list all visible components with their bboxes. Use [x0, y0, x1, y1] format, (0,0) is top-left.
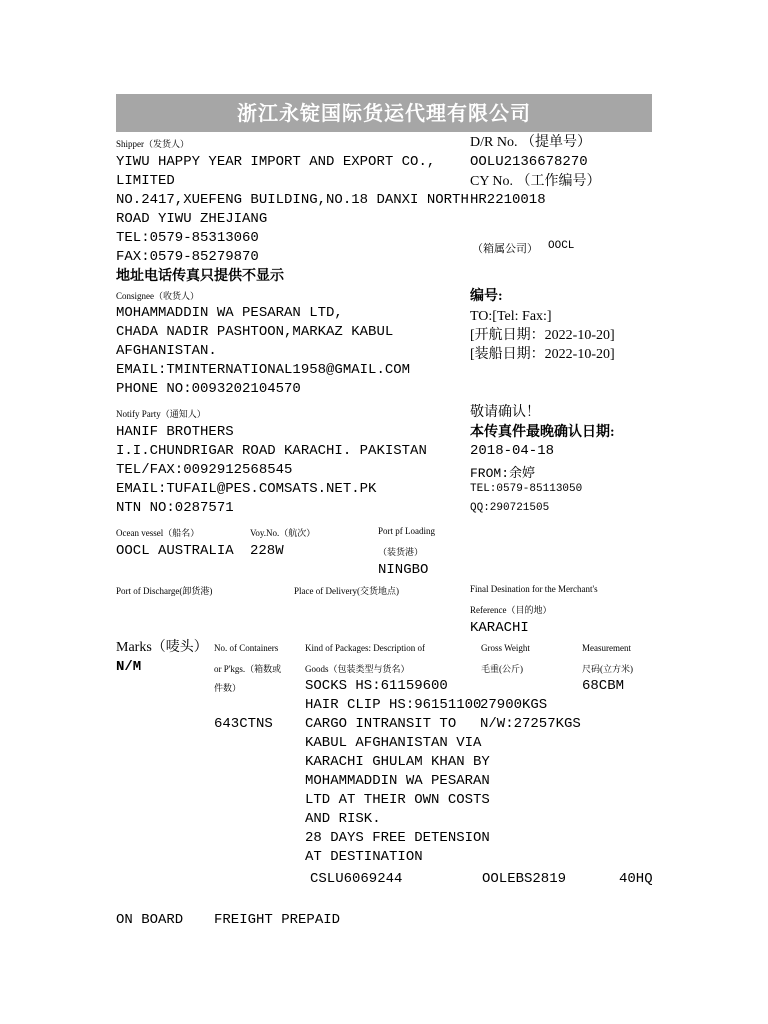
gross-weight: 27900KGS: [480, 697, 548, 713]
pol-label-cn: （装货港）: [378, 547, 424, 557]
shipper-label: Shipper（发货人）: [116, 139, 189, 149]
voy-value: 228W: [250, 543, 284, 559]
net-weight: N/W:27257KGS: [480, 716, 581, 732]
final-dest-label: Final Desination for the Merchant's: [470, 584, 598, 594]
cy-value: HR2210018: [470, 192, 546, 208]
measure-label: Measurement: [582, 643, 631, 653]
shipper-note: 地址电话传真只提供不显示: [116, 269, 284, 284]
loading-date: [装船日期：2022-10-20]: [470, 347, 615, 362]
final-dest-value: KARACHI: [470, 620, 529, 636]
notify-label: Notify Party（通知人）: [116, 409, 206, 419]
shipper-line: LIMITED: [116, 173, 175, 189]
from-line: FROM:余婷: [470, 466, 536, 481]
carrier-label: （箱属公司）: [472, 243, 538, 255]
description-line: KARACHI GHULAM KHAN BY: [305, 754, 490, 770]
latest-confirm-label: 本传真件最晚确认日期:: [470, 425, 615, 440]
shipper-line: TEL:0579-85313060: [116, 230, 259, 246]
measure-label-2: 尺码(立方米): [582, 664, 633, 674]
shipper-line: ROAD YIWU ZHEJIANG: [116, 211, 268, 227]
container-type: 40HQ: [619, 871, 653, 887]
shipper-line: FAX:0579-85279870: [116, 249, 259, 265]
notify-line: I.I.CHUNDRIGAR ROAD KARACHI. PAKISTAN: [116, 443, 427, 459]
shipper-line: YIWU HAPPY YEAR IMPORT AND EXPORT CO.,: [116, 154, 436, 170]
ocean-vessel: OOCL AUSTRALIA: [116, 543, 234, 559]
company-title: 浙江永锭国际货运代理有限公司: [116, 94, 652, 132]
dr-label: D/R No. （提单号）: [470, 135, 591, 150]
number-label: 编号:: [470, 289, 503, 304]
shipper-line: NO.2417,XUEFENG BUILDING,NO.18 DANXI NORTH: [116, 192, 469, 208]
containers-value: 643CTNS: [214, 716, 273, 732]
pod-label: Port of Discharge(卸货港): [116, 586, 213, 596]
on-board: ON BOARD: [116, 912, 184, 928]
gross-label-2: 毛重(公斤): [481, 664, 523, 674]
final-dest-label-2: Reference（目的地）: [470, 605, 552, 615]
consignee-line: EMAIL:TMINTERNATIONAL1958@GMAIL.COM: [116, 362, 411, 378]
consignee-label: Consignee（收货人）: [116, 291, 199, 301]
description-line: 28 DAYS FREE DETENSION: [305, 830, 490, 846]
description-line: AND RISK.: [305, 811, 381, 827]
description-line: KABUL AFGHANISTAN VIA: [305, 735, 482, 751]
notify-line: TEL/FAX:0092912568545: [116, 462, 293, 478]
confirm-text: 敬请确认！: [470, 405, 540, 420]
containers-label-2: or P'kgs.（箱数或: [214, 664, 282, 674]
voy-label: Voy.No.（航次）: [250, 528, 316, 538]
sailing-date: [开航日期：2022-10-20]: [470, 328, 615, 343]
freight-terms: FREIGHT PREPAID: [214, 912, 341, 928]
qq-line: QQ:290721505: [470, 502, 550, 514]
containers-label-3: 件数）: [214, 683, 242, 693]
description-line: LTD AT THEIR OWN COSTS: [305, 792, 490, 808]
latest-confirm-date: 2018-04-18: [470, 443, 555, 459]
pol-label: Port pf Loading: [378, 526, 435, 536]
description-line: HAIR CLIP HS:96151100: [305, 697, 482, 713]
to-line: TO:[Tel: Fax:]: [470, 309, 552, 324]
notify-line: HANIF BROTHERS: [116, 424, 234, 440]
notify-line: EMAIL:TUFAIL@PES.COMSATS.NET.PK: [116, 481, 377, 497]
kind-label-2: Goods（包装类型与货名）: [305, 664, 410, 674]
seal-number: OOLEBS2819: [482, 871, 567, 887]
ocean-vessel-label: Ocean vessel（船名）: [116, 528, 200, 538]
kind-label: Kind of Packages: Description of: [305, 643, 425, 653]
cy-label: CY No. （工作编号）: [470, 174, 601, 189]
carrier-value: OOCL: [548, 240, 575, 252]
delivery-label: Place of Delivery(交货地点): [294, 586, 399, 596]
consignee-line: CHADA NADIR PASHTOON,MARKAZ KABUL: [116, 324, 394, 340]
consignee-line: AFGHANISTAN.: [116, 343, 217, 359]
marks-value: N/M: [116, 659, 142, 675]
measurement: 68CBM: [582, 678, 625, 694]
notify-line: NTN NO:0287571: [116, 500, 234, 516]
tel-line: TEL:0579-85113050: [470, 483, 583, 495]
description-line: MOHAMMADDIN WA PESARAN: [305, 773, 490, 789]
consignee-line: MOHAMMADDIN WA PESARAN LTD,: [116, 305, 343, 321]
containers-label: No. of Containers: [214, 643, 279, 653]
description-line: CARGO INTRANSIT TO: [305, 716, 457, 732]
dr-value: OOLU2136678270: [470, 154, 588, 170]
pol-value: NINGBO: [378, 562, 429, 578]
description-line: SOCKS HS:61159600: [305, 678, 448, 694]
gross-label: Gross Weight: [481, 643, 530, 653]
marks-label: Marks（唛头）: [116, 640, 208, 655]
container-number: CSLU6069244: [310, 871, 403, 887]
consignee-line: PHONE NO:0093202104570: [116, 381, 301, 397]
description-line: AT DESTINATION: [305, 849, 423, 865]
